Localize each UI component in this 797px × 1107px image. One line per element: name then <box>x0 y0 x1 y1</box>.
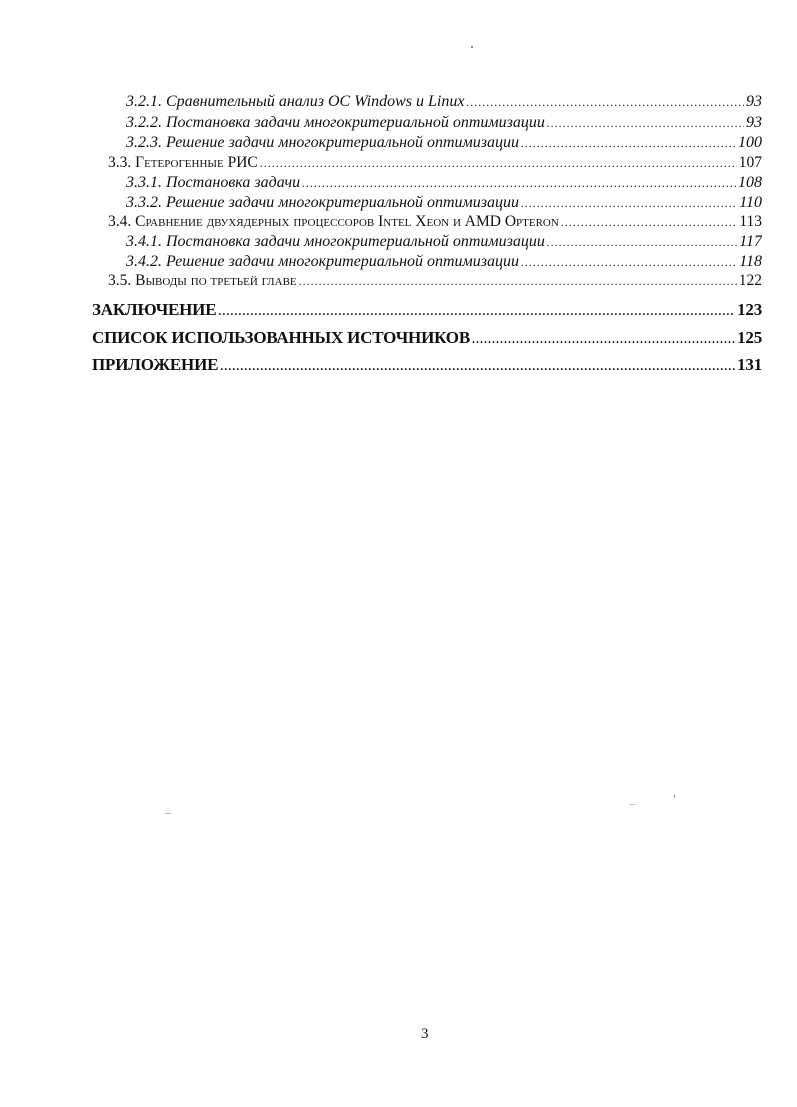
toc-entry-title: 3.4. Сравнение двухядерных процессоров Intel Xeon и AMD Opteron <box>108 213 559 230</box>
dot-leader <box>521 136 736 151</box>
toc-entry-page: 122 <box>738 272 762 289</box>
dot-leader <box>521 255 737 270</box>
toc-entry-title: ЗАКЛЮЧЕНИЕ <box>92 300 217 319</box>
toc-entry-title: 3.4.2. Решение задачи многокритериальной оптимизации <box>126 253 520 270</box>
toc-entry-title: 3.3.1. Постановка задачи <box>126 174 301 191</box>
toc-entry-title: 3.3. Гетерогенные РИС <box>108 154 258 171</box>
toc-entry-3-3 <box>108 154 762 172</box>
toc-entry-page: 125 <box>737 328 762 347</box>
scan-speck <box>165 813 171 814</box>
dot-leader <box>302 176 736 191</box>
toc-entry-page: 108 <box>738 174 762 191</box>
toc-entry-page: 107 <box>738 154 762 171</box>
toc-entry-appendix <box>92 355 762 375</box>
toc-entry-3-2-3 <box>126 134 762 152</box>
dot-leader <box>220 359 735 374</box>
dot-leader <box>547 235 737 250</box>
toc-entry-page: 93 <box>746 93 762 110</box>
toc-entry-conclusion <box>92 300 762 320</box>
toc-entry-3-3-1 <box>126 174 762 192</box>
toc-entry-title: 3.2.2. Постановка задачи многокритериальной оптимизации <box>126 114 545 131</box>
toc-entry-references <box>92 328 762 348</box>
dot-leader <box>260 156 737 171</box>
dot-leader <box>472 332 735 347</box>
scan-speck <box>630 804 635 805</box>
toc-entry-3-2-1 <box>126 93 762 111</box>
toc-entry-3-2-2 <box>126 114 762 132</box>
dot-leader <box>218 304 735 319</box>
toc-entry-page: 117 <box>739 233 762 250</box>
toc-entry-title: СПИСОК ИСПОЛЬЗОВАННЫХ ИСТОЧНИКОВ <box>92 328 470 347</box>
toc-entry-3-4 <box>108 213 762 231</box>
dot-leader <box>521 196 737 211</box>
dot-leader <box>547 116 744 131</box>
toc-entry-3-4-2 <box>126 253 762 271</box>
scan-speck <box>674 795 675 798</box>
toc-entry-page: 100 <box>738 134 762 151</box>
toc-entry-3-4-1 <box>126 233 762 251</box>
toc-entry-title: ПРИЛОЖЕНИЕ <box>92 355 219 374</box>
scan-speck <box>471 46 473 48</box>
dot-leader <box>299 274 737 289</box>
toc-entry-page: 113 <box>739 213 762 230</box>
dot-leader <box>561 215 738 230</box>
toc-entry-title: 3.4.1. Постановка задачи многокритериальной оптимизации <box>126 233 545 250</box>
toc-entry-page: 110 <box>739 194 762 211</box>
toc-entry-title: 3.3.2. Решение задачи многокритериальной оптимизации <box>126 194 520 211</box>
toc-entry-title: 3.5. Выводы по третьей главе <box>108 272 297 289</box>
toc-entry-title: 3.2.1. Сравнительный анализ ОС Windows и Linux <box>126 93 465 110</box>
toc-entry-page: 123 <box>737 300 762 319</box>
toc-entry-3-5 <box>108 272 762 290</box>
toc-entry-title: 3.2.3. Решение задачи многокритериальной оптимизации <box>126 134 520 151</box>
toc-entry-page: 93 <box>746 114 762 131</box>
toc-entry-page: 131 <box>737 355 762 374</box>
dot-leader <box>466 95 744 110</box>
page-number: 3 <box>421 1026 429 1042</box>
toc-entry-page: 118 <box>739 253 762 270</box>
toc-entry-3-3-2 <box>126 194 762 212</box>
